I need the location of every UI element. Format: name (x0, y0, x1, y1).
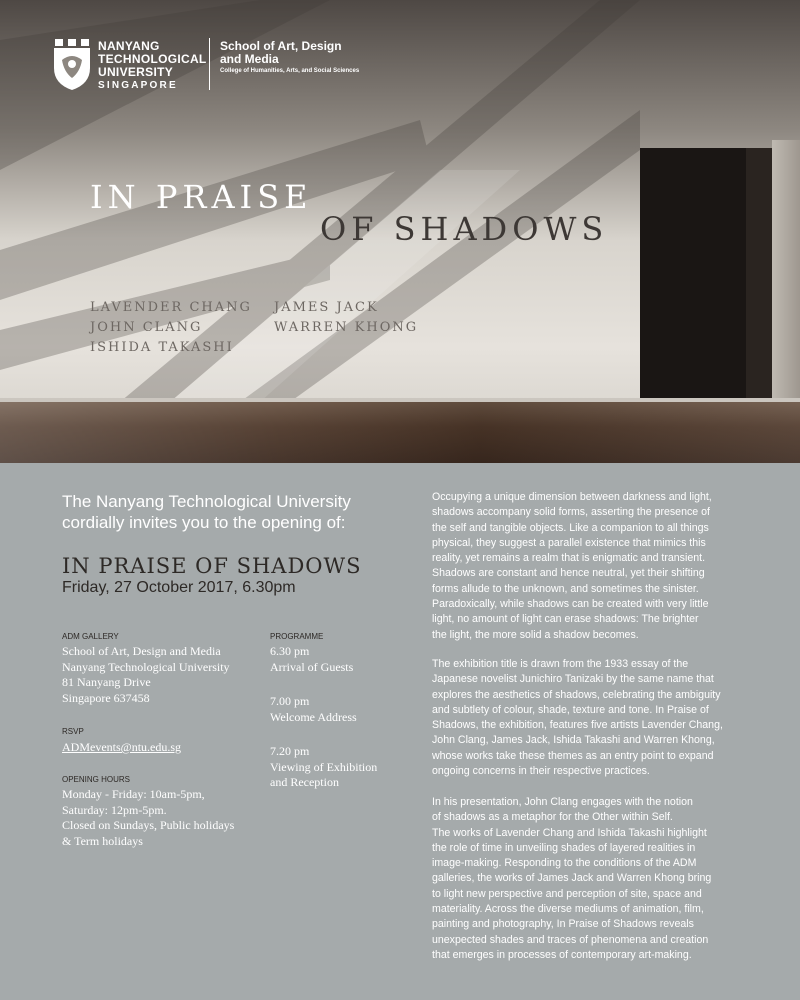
doorway-side (746, 148, 772, 428)
description-paragraph-1 (432, 490, 752, 643)
ntu-line4: SINGAPORE (98, 80, 178, 91)
artist-name: ISHIDA TAKASHI (90, 340, 234, 355)
school-line3: College of Humanities, Arts, and Social Sciences (220, 68, 360, 74)
hours-line: & Term holidays (62, 833, 143, 848)
desc-line: The exhibition title is drawn from the 1933 essay of the (432, 658, 689, 670)
desc-line: forms allude to the unknown, and sometimes the sinister. (432, 582, 699, 595)
artist-name: WARREN KHONG (274, 320, 419, 335)
gallery-heading: ADM GALLERY (62, 632, 119, 641)
desc-line: and subtlety of colour, shade, texture and tone. In Praise of (432, 703, 709, 716)
desc-line: reality, yet remains a realm that is enigmatic and transient. (432, 552, 706, 565)
header-logo (52, 38, 392, 98)
rsvp-info (62, 727, 181, 756)
ntu-wordmark (98, 40, 207, 92)
school-line1: School of Art, Design (220, 39, 342, 53)
floor-reflection (0, 402, 800, 463)
artist-name: JOHN CLANG (90, 320, 203, 335)
desc-line: of shadows as a metaphor for the Other within Self. (432, 811, 673, 824)
desc-line: Shadows, the exhibition, features five artists Lavender Chang, (432, 719, 723, 732)
ntu-crest-icon (52, 38, 92, 90)
desc-line: Japanese novelist Junichiro Tanizaki by the same name that (432, 673, 714, 686)
invite-line1: The Nanyang Technological University (62, 492, 351, 511)
gallery-address (62, 644, 230, 706)
address-line: Singapore 637458 (62, 690, 150, 705)
wall-edge (772, 140, 800, 402)
programme-time: 7.00 pm (270, 694, 310, 708)
hours-line: Closed on Sundays, Public holidays (62, 818, 235, 832)
desc-line: Paradoxically, while shadows can be created with very little (432, 598, 709, 611)
desc-line: galleries, the works of James Jack and Warren Khong bring (432, 872, 712, 885)
artist-name: JAMES JACK (274, 300, 379, 315)
description-paragraph-2 (432, 657, 752, 779)
invitation-text (62, 491, 351, 533)
programme-heading: PROGRAMME (270, 632, 324, 641)
desc-line: physical, they suggest a parallel existence that mimics this (432, 536, 706, 549)
address-line: Nanyang Technological University (62, 659, 230, 674)
programme-time: 7.20 pm (270, 744, 310, 758)
ntu-line2: TECHNOLOGICAL (98, 52, 207, 66)
desc-line: The works of Lavender Chang and Ishida Takashi highlight (432, 826, 707, 839)
event-title: IN PRAISE OF SHADOWS (62, 554, 362, 578)
desc-line: that emerges in processes of contemporary art-making. (432, 948, 692, 961)
desc-line: Occupying a unique dimension between darkness and light, (432, 491, 712, 503)
hours-list (62, 787, 234, 849)
desc-line: unexpected shades and traces of phenomena and creation (432, 933, 709, 946)
desc-line: the light, the more solid a shadow becomes. (432, 628, 639, 641)
programme (270, 632, 377, 791)
hero-title-part1: IN PRAISE (90, 178, 313, 216)
artist-name: LAVENDER CHANG (90, 300, 252, 315)
desc-line: shadows accompany solid forms, asserting the presence of (432, 506, 710, 519)
desc-line: John Clang, James Jack, Ishida Takashi and Warren Khong, (432, 734, 715, 747)
desc-line: Shadows are constant and hence neutral, yet their shifting (432, 567, 705, 580)
hero-title-part2: OF SHADOWS (320, 210, 609, 248)
hours-heading: OPENING HOURS (62, 775, 131, 784)
programme-desc: Viewing of Exhibition (270, 759, 378, 774)
programme-time: 6.30 pm (270, 644, 310, 658)
ntu-line1: NANYANG (98, 39, 160, 53)
logo-divider (209, 38, 210, 90)
hours-line: Monday - Friday: 10am-5pm, (62, 787, 205, 801)
rsvp-email-link[interactable]: ADMevents@ntu.edu.sg (62, 740, 182, 754)
programme-item (270, 644, 377, 675)
programme-item (270, 744, 377, 791)
description-paragraph-3 (432, 795, 752, 963)
desc-line: painting and photography, In Praise of Shadows reveals (432, 918, 694, 931)
desc-line: to light new perspective and perception of site, space and (432, 887, 702, 900)
ntu-line3: UNIVERSITY (98, 65, 174, 79)
address-line: School of Art, Design and Media (62, 644, 221, 658)
opening-hours (62, 775, 234, 849)
event-date: Friday, 27 October 2017, 6.30pm (62, 579, 296, 596)
address-line: 81 Nanyang Drive (62, 675, 151, 689)
programme-desc: and Reception (270, 775, 339, 789)
programme-desc: Welcome Address (270, 709, 357, 724)
desc-line: In his presentation, John Clang engages with the notion (432, 796, 693, 808)
invite-line2: cordially invites you to the opening of: (62, 513, 346, 532)
desc-line: materiality. Across the diverse mediums of animation, film, (432, 903, 704, 916)
desc-line: image-making. Responding to the conditions of the ADM (432, 857, 697, 870)
hero-photo (0, 0, 800, 463)
desc-line: ongoing concerns in their respective practices. (432, 765, 650, 778)
hours-line: Saturday: 12pm-5pm. (62, 802, 167, 817)
rsvp-heading: RSVP (62, 727, 84, 736)
desc-line: whose works take these themes as an entry point to expand (432, 749, 714, 762)
desc-line: explores the aesthetics of shadows, celebrating the ambiguity (432, 688, 721, 701)
school-line2: and Media (220, 52, 279, 66)
school-name (220, 40, 359, 74)
desc-line: the role of time in unveiling shades of layered realities in (432, 841, 696, 854)
desc-line: the self and tangible objects. Like a companion to all things (432, 521, 709, 534)
gallery-info (62, 632, 230, 706)
programme-item (270, 694, 377, 725)
desc-line: light, no amount of light can erase shadows: The brighter (432, 613, 699, 626)
programme-desc: Arrival of Guests (270, 659, 354, 674)
